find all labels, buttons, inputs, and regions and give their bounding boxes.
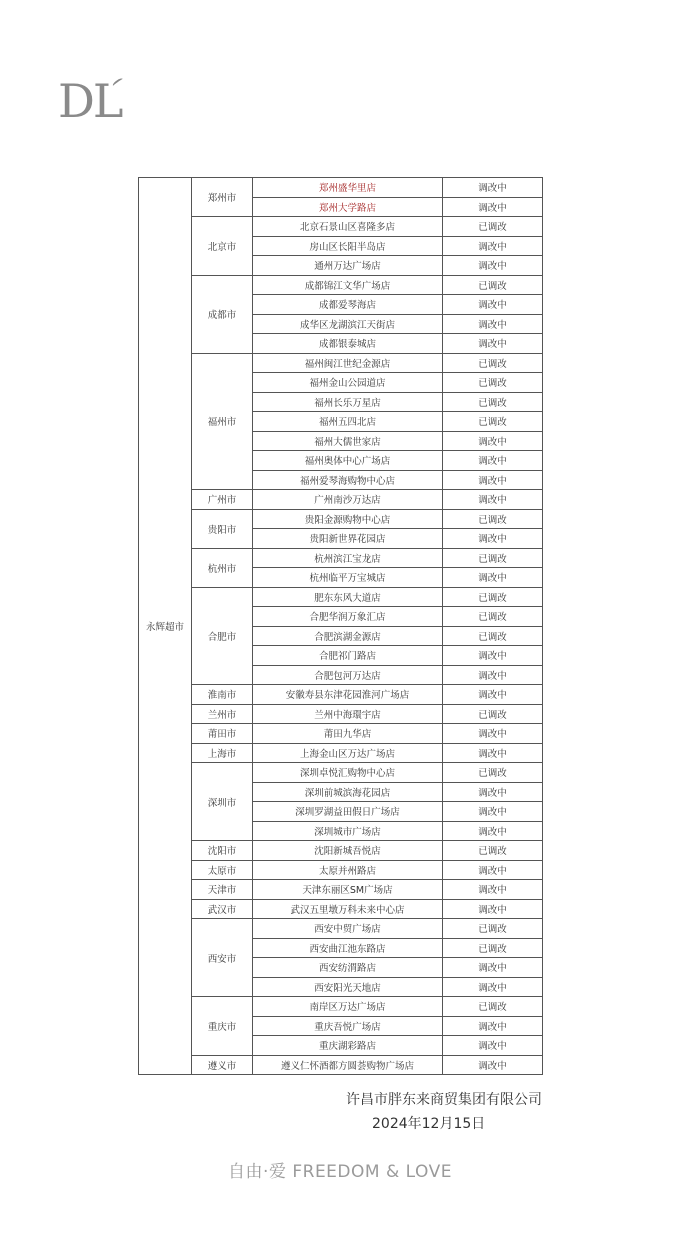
city-cell: 郑州市 — [192, 178, 253, 217]
store-name-cell: 福州爱琴海购物中心店 — [253, 470, 443, 490]
status-cell: 调改中 — [443, 490, 543, 510]
status-cell: 调改中 — [443, 743, 543, 763]
table-row — [139, 178, 543, 198]
city-cell: 天津市 — [192, 880, 253, 900]
city-cell: 淮南市 — [192, 685, 253, 705]
store-name-cell: 西安纺渭路店 — [253, 958, 443, 978]
city-cell: 合肥市 — [192, 587, 253, 685]
city-cell: 重庆市 — [192, 997, 253, 1056]
store-name-cell: 合肥滨湖金源店 — [253, 626, 443, 646]
table-row — [139, 217, 543, 237]
store-name-cell: 合肥祁门路店 — [253, 646, 443, 666]
status-cell: 已调改 — [443, 841, 543, 861]
store-name-cell: 北京石景山区喜隆多店 — [253, 217, 443, 237]
status-cell: 已调改 — [443, 938, 543, 958]
table-row — [139, 841, 543, 861]
status-cell: 调改中 — [443, 295, 543, 315]
status-cell: 调改中 — [443, 880, 543, 900]
store-name-cell: 西安阳光天地店 — [253, 977, 443, 997]
store-name-cell: 深圳罗湖益田假日广场店 — [253, 802, 443, 822]
table-row — [139, 899, 543, 919]
status-cell: 已调改 — [443, 275, 543, 295]
table-row — [139, 490, 543, 510]
status-cell: 调改中 — [443, 529, 543, 549]
table-row — [139, 743, 543, 763]
store-name-cell: 合肥包河万达店 — [253, 665, 443, 685]
city-cell: 北京市 — [192, 217, 253, 276]
status-cell: 调改中 — [443, 431, 543, 451]
store-name-cell: 武汉五里墩万科未来中心店 — [253, 899, 443, 919]
store-name-cell: 郑州大学路店 — [253, 197, 443, 217]
status-cell: 调改中 — [443, 256, 543, 276]
store-name-cell: 福州金山公园道店 — [253, 373, 443, 393]
table-row — [139, 587, 543, 607]
status-cell: 已调改 — [443, 548, 543, 568]
table-row — [139, 763, 543, 783]
status-cell: 已调改 — [443, 919, 543, 939]
status-cell: 调改中 — [443, 568, 543, 588]
store-name-cell: 西安曲江池东路店 — [253, 938, 443, 958]
store-name-cell: 成都爱琴海店 — [253, 295, 443, 315]
store-name-cell: 福州奥体中心广场店 — [253, 451, 443, 471]
status-cell: 已调改 — [443, 373, 543, 393]
status-cell: 已调改 — [443, 353, 543, 373]
status-cell: 已调改 — [443, 509, 543, 529]
store-name-cell: 兰州中海環宇店 — [253, 704, 443, 724]
city-cell: 贵阳市 — [192, 509, 253, 548]
store-name-cell: 福州大儒世家店 — [253, 431, 443, 451]
store-table-body — [139, 178, 543, 1075]
status-cell: 已调改 — [443, 763, 543, 783]
store-name-cell: 杭州滨江宝龙店 — [253, 548, 443, 568]
city-cell: 兰州市 — [192, 704, 253, 724]
city-cell: 上海市 — [192, 743, 253, 763]
status-cell: 调改中 — [443, 1055, 543, 1075]
city-cell: 杭州市 — [192, 548, 253, 587]
brand-cell: 永辉超市 — [139, 178, 192, 1075]
store-name-cell: 房山区长阳半岛店 — [253, 236, 443, 256]
table-row — [139, 880, 543, 900]
store-name-cell: 莆田九华店 — [253, 724, 443, 744]
store-name-cell: 合肥华润万象汇店 — [253, 607, 443, 627]
city-cell: 遵义市 — [192, 1055, 253, 1075]
store-name-cell: 深圳卓悦汇购物中心店 — [253, 763, 443, 783]
table-row — [139, 275, 543, 295]
store-name-cell: 重庆湖彩路店 — [253, 1036, 443, 1056]
status-cell: 调改中 — [443, 958, 543, 978]
store-name-cell: 遵义仁怀酒都方圆荟购物广场店 — [253, 1055, 443, 1075]
status-cell: 调改中 — [443, 977, 543, 997]
status-cell: 已调改 — [443, 626, 543, 646]
slogan: 自由·爱 FREEDOM & LOVE — [228, 1162, 452, 1182]
city-cell: 武汉市 — [192, 899, 253, 919]
dl-logo: DL — [58, 74, 122, 128]
status-cell: 已调改 — [443, 217, 543, 237]
table-row — [139, 548, 543, 568]
status-cell: 调改中 — [443, 665, 543, 685]
store-name-cell: 沈阳新城吾悦店 — [253, 841, 443, 861]
status-cell: 调改中 — [443, 724, 543, 744]
table-row — [139, 704, 543, 724]
store-name-cell: 通州万达广场店 — [253, 256, 443, 276]
status-cell: 调改中 — [443, 802, 543, 822]
status-cell: 已调改 — [443, 997, 543, 1017]
table-row — [139, 997, 543, 1017]
store-name-cell: 福州长乐万星店 — [253, 392, 443, 412]
store-name-cell: 南岸区万达广场店 — [253, 997, 443, 1017]
status-cell: 调改中 — [443, 1036, 543, 1056]
store-name-cell: 上海金山区万达广场店 — [253, 743, 443, 763]
table-row — [139, 353, 543, 373]
city-cell: 福州市 — [192, 353, 253, 490]
status-cell: 调改中 — [443, 470, 543, 490]
status-cell: 已调改 — [443, 587, 543, 607]
store-name-cell: 深圳前城滨海花园店 — [253, 782, 443, 802]
status-cell: 调改中 — [443, 334, 543, 354]
table-row — [139, 919, 543, 939]
city-cell: 太原市 — [192, 860, 253, 880]
city-cell: 广州市 — [192, 490, 253, 510]
store-name-cell: 贵阳金源购物中心店 — [253, 509, 443, 529]
status-cell: 调改中 — [443, 314, 543, 334]
table-row — [139, 724, 543, 744]
store-name-cell: 肥东东风大道店 — [253, 587, 443, 607]
status-cell: 调改中 — [443, 197, 543, 217]
table-row — [139, 1055, 543, 1075]
status-cell: 已调改 — [443, 607, 543, 627]
status-cell: 调改中 — [443, 782, 543, 802]
table-row — [139, 509, 543, 529]
status-cell: 调改中 — [443, 236, 543, 256]
store-name-cell: 贵阳新世界花园店 — [253, 529, 443, 549]
store-name-cell: 深圳城市广场店 — [253, 821, 443, 841]
city-cell: 莆田市 — [192, 724, 253, 744]
status-cell: 已调改 — [443, 412, 543, 432]
status-cell: 调改中 — [443, 1016, 543, 1036]
status-cell: 调改中 — [443, 821, 543, 841]
store-name-cell: 安徽寿县东津花园淮河广场店 — [253, 685, 443, 705]
store-name-cell: 成华区龙湖滨江天街店 — [253, 314, 443, 334]
status-cell: 调改中 — [443, 685, 543, 705]
store-name-cell: 郑州盛华里店 — [253, 178, 443, 198]
status-cell: 调改中 — [443, 451, 543, 471]
city-cell: 成都市 — [192, 275, 253, 353]
status-cell: 已调改 — [443, 704, 543, 724]
store-name-cell: 福州闽江世纪金源店 — [253, 353, 443, 373]
issue-date: 2024年12月15日 — [372, 1116, 486, 1132]
city-cell: 深圳市 — [192, 763, 253, 841]
store-name-cell: 成都银泰城店 — [253, 334, 443, 354]
status-cell: 已调改 — [443, 392, 543, 412]
table-row — [139, 685, 543, 705]
status-cell: 调改中 — [443, 646, 543, 666]
store-name-cell: 重庆吾悦广场店 — [253, 1016, 443, 1036]
store-name-cell: 杭州临平万宝城店 — [253, 568, 443, 588]
table-row — [139, 860, 543, 880]
store-name-cell: 广州南沙万达店 — [253, 490, 443, 510]
store-name-cell: 西安中贸广场店 — [253, 919, 443, 939]
city-cell: 西安市 — [192, 919, 253, 997]
city-cell: 沈阳市 — [192, 841, 253, 861]
store-name-cell: 福州五四北店 — [253, 412, 443, 432]
status-cell: 调改中 — [443, 860, 543, 880]
store-name-cell: 成都锦江文华广场店 — [253, 275, 443, 295]
status-cell: 调改中 — [443, 899, 543, 919]
store-table — [138, 177, 543, 1075]
store-name-cell: 太原并州路店 — [253, 860, 443, 880]
status-cell: 调改中 — [443, 178, 543, 198]
company-name: 许昌市胖东来商贸集团有限公司 — [346, 1092, 542, 1108]
store-name-cell: 天津东丽区SM广场店 — [253, 880, 443, 900]
